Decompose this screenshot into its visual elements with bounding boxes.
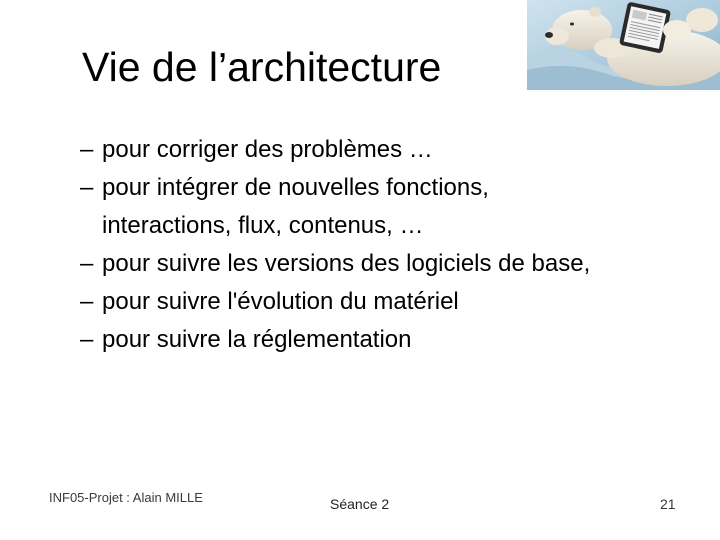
bullet-item — [80, 169, 590, 245]
bullet-text: pour suivre la réglementation — [102, 326, 412, 353]
bullet-list — [80, 131, 590, 359]
bullet-dash: – — [80, 136, 94, 163]
bullet-item — [80, 321, 590, 359]
bullet-text: pour suivre les versions des logiciels de base, — [102, 250, 591, 277]
bullet-item — [80, 245, 590, 283]
bullet-dash: – — [80, 174, 94, 201]
bullet-text-continuation: interactions, flux, contenus, … — [102, 212, 424, 239]
bullet-text: pour intégrer de nouvelles fonctions, — [102, 174, 489, 201]
bullet-dash: – — [80, 288, 94, 315]
bullet-text: pour corriger des problèmes … — [102, 136, 433, 163]
bullet-text: pour suivre l'évolution du matériel — [102, 288, 459, 315]
polar-bear-with-tablet-icon — [527, 0, 720, 90]
bullet-dash: – — [80, 250, 94, 277]
footer-session: Séance 2 — [330, 496, 390, 512]
bullet-dash: – — [80, 326, 94, 353]
bullet-item — [80, 131, 590, 169]
slide-number: 21 — [660, 496, 676, 512]
slide-title: Vie de l’architecture — [82, 44, 442, 90]
bullet-item — [80, 283, 590, 321]
footer-course-author: INF05-Projet : Alain MILLE — [49, 490, 203, 505]
